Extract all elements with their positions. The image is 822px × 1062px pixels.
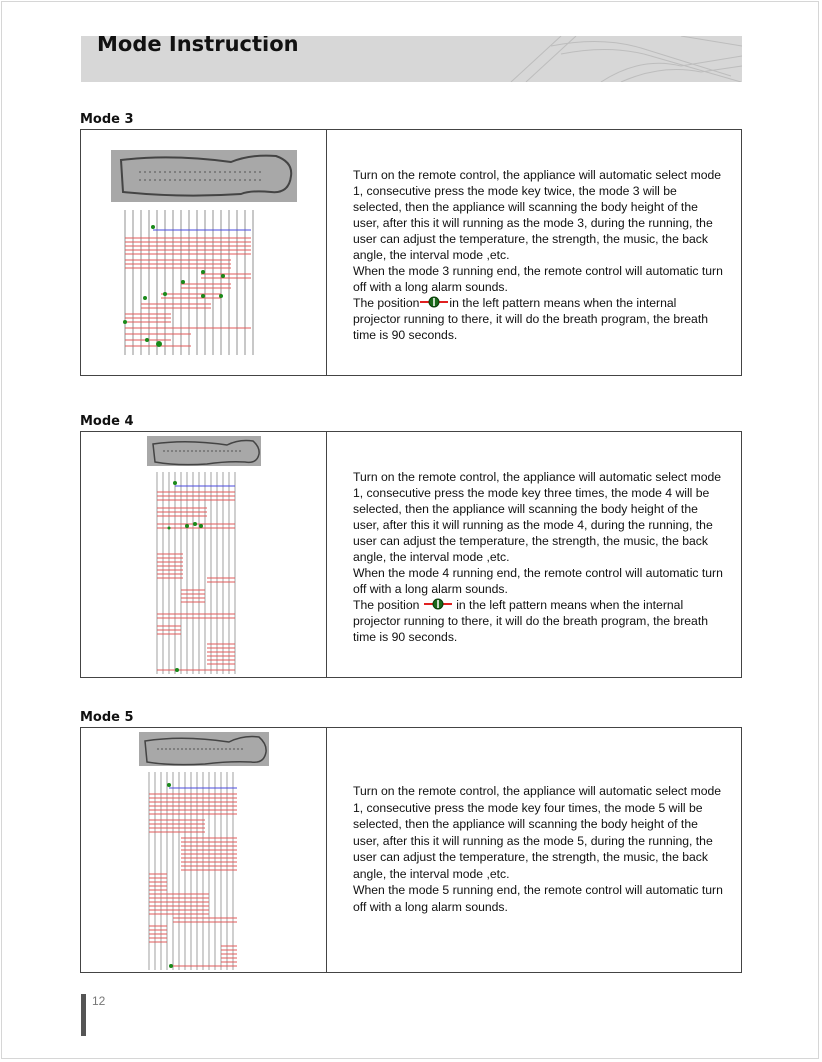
mode-5-description: [353, 783, 725, 915]
mode-4-panel: [80, 431, 742, 678]
mode-4-position-text: The position: [353, 598, 420, 612]
mode-4-position-rest: in the left pattern means when the internal projector running to there, it will do the breath program, the breath time is 90 seconds.: [353, 598, 708, 644]
mode-3-position-text: The position: [353, 296, 420, 310]
footer-bar: [81, 994, 86, 1036]
mode-3-panel: [80, 129, 742, 376]
mode-5-paragraph-1: Turn on the remote control, the appliance will automatic select mode 1, consecutive press the mode key four times, the mode 5 will be selected, then the appliance will scanning the body height of the user, after this it will running as the mode 5, during the running, the user can adjust the temperature, the strength, the music, the back angle, the interval mode ,etc.: [353, 784, 722, 881]
mode-3-label: Mode 3: [80, 112, 134, 127]
page-header: [81, 36, 742, 82]
mode-5-panel: [80, 727, 742, 973]
mode-4-pattern-figure: [147, 436, 261, 676]
mode-4-paragraph-1: Turn on the remote control, the appliance will automatic select mode 1, consecutive press the mode key three times, the mode 4 will be selected, then the appliance will scanning the body height of the user, after this it will running as the mode 4, during the running, the user can adjust the temperature, the strength, the music, the back angle, the interval mode ,etc.: [353, 470, 722, 564]
mode-3-paragraph-1: Turn on the remote control, the appliance will automatic select mode 1, consecutive press the mode key twice, the mode 3 will be selected, then the appliance will scanning the body height of the user, after this it will running as the mode 3, during the running, the user can adjust the temperature, the strength, the music, the back angle, the interval mode ,etc.: [353, 168, 722, 262]
page-title: Mode Instruction: [97, 36, 299, 56]
mode-5-label: Mode 5: [80, 710, 134, 725]
mode-3-pattern-figure: [111, 150, 297, 355]
mode-3-description: [353, 167, 725, 343]
mode-3-paragraph-2: When the mode 3 running end, the remote control will automatic turn off with a long alarm sounds.: [353, 264, 723, 294]
mode-5-divider: [326, 728, 327, 972]
breath-point-icon: [424, 598, 452, 610]
mode-5-paragraph-2: When the mode 5 running end, the remote control will automatic turn off with a long alarm sounds.: [353, 883, 723, 914]
mode-4-divider: [326, 432, 327, 677]
mode-3-position-rest: in the left pattern means when the internal projector running to there, it will do the breath program, the breath time is 90 seconds.: [353, 296, 708, 342]
breath-point-icon: [420, 296, 448, 308]
mode-3-paragraph-3: [353, 295, 725, 343]
page-number: 12: [92, 994, 106, 1008]
mode-4-label: Mode 4: [80, 414, 134, 429]
mode-4-description: [353, 469, 725, 645]
mode-5-pattern-figure: [139, 732, 269, 972]
mode-3-divider: [326, 130, 327, 375]
mode-4-paragraph-3: [353, 597, 725, 645]
mode-4-paragraph-2: When the mode 4 running end, the remote control will automatic turn off with a long alarm sounds.: [353, 566, 723, 596]
